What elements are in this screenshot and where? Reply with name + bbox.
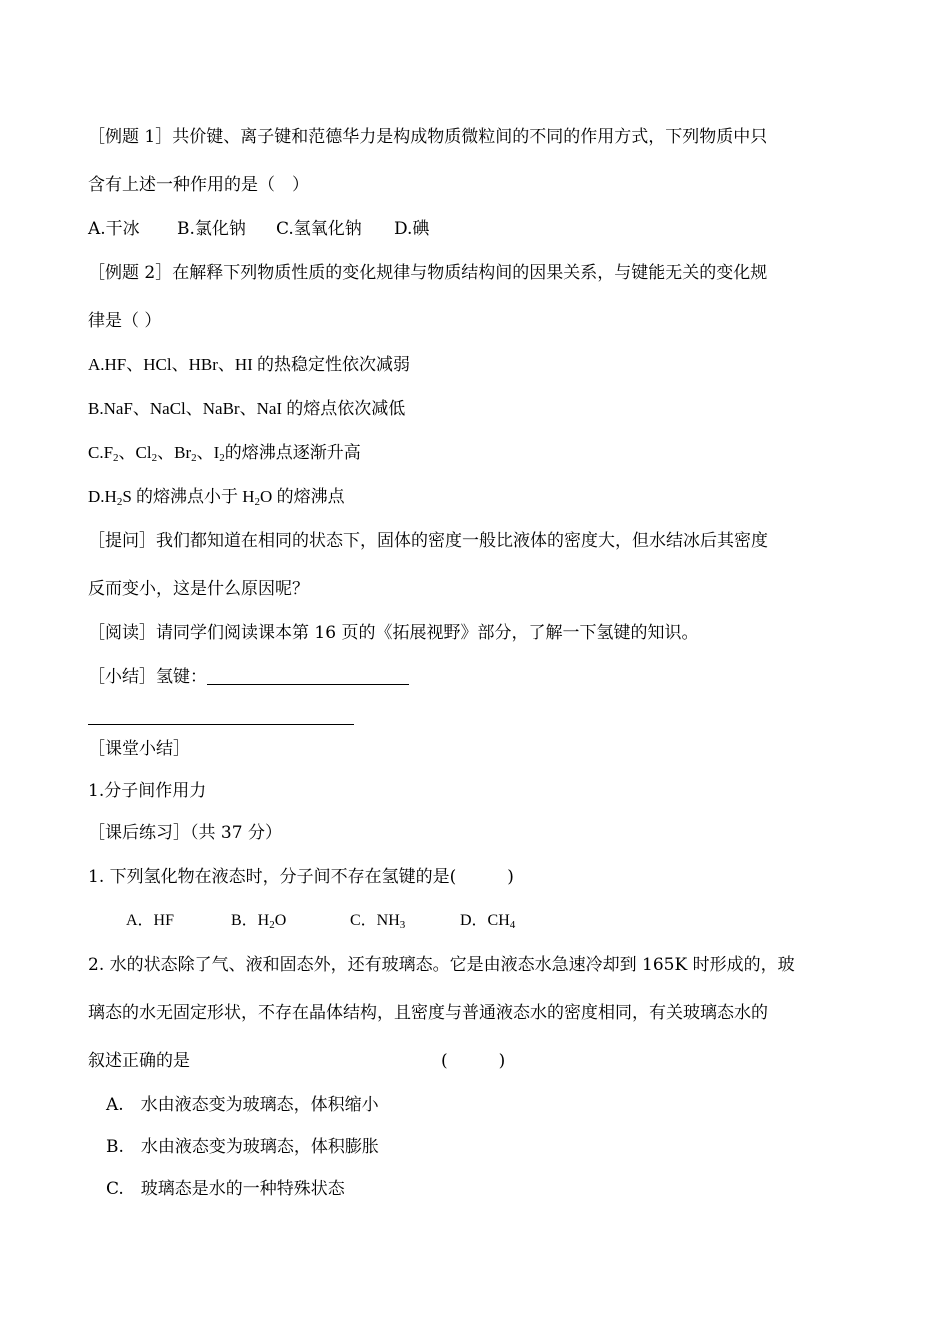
q2-option-c: C. 玻璃态是水的一种特殊状态 [106, 1179, 345, 1199]
q1-option-c: C．$NH_3$ [350, 912, 406, 931]
answer-blank [207, 668, 409, 685]
q2-answer-paren: ( ) [441, 1051, 506, 1071]
example2-option-b: B.NaF、NaCl、NaBr、NaI 的熔点依次减低 [88, 399, 406, 418]
example2-option-c: $C.F_2$、$Cl_2$、$Br_2$、$I_2$的熔沸点逐渐升高 [88, 443, 361, 464]
question-line1: ［提问］我们都知道在相同的状态下，固体的密度一般比液体的密度大，但水结冰后其密度 [88, 531, 768, 551]
answer-blank-continuation [88, 724, 354, 725]
exercise-heading: ［课后练习］（共 37 分） [88, 823, 282, 843]
q2-stem-end: 叙述正确的是 [88, 1051, 190, 1071]
class-summary-heading: ［课堂小结］ [88, 739, 190, 759]
option-a: A.干冰 [88, 219, 140, 239]
q2-line3 [88, 1050, 870, 1072]
option-c: C.氢氧化钠 [276, 219, 362, 239]
summary-label: ［小结］氢键： [88, 667, 207, 687]
example1-line2: 含有上述一种作用的是（ ） [88, 175, 309, 195]
example1-line1: ［例题 1］共价键、离子键和范德华力是构成物质微粒间的不同的作用方式，下列物质中只 [88, 127, 768, 147]
q1-stem: 1. 下列氢化物在液态时，分子间不存在氢键的是( ) [88, 867, 514, 887]
option-d: D.碘 [394, 219, 430, 239]
summary-line [88, 666, 870, 688]
reading-line: ［阅读］请同学们阅读课本第 16 页的《拓展视野》部分，了解一下氢键的知识。 [88, 623, 699, 643]
example2-line2: 律是（ ） [88, 311, 162, 331]
example2-option-a: A.HF、HCl、HBr、HI 的热稳定性依次减弱 [88, 355, 411, 374]
q2-option-b: B. 水由液态变为玻璃态，体积膨胀 [106, 1137, 379, 1157]
option-b: B.氯化钠 [177, 219, 246, 239]
q1-option-b: B．$H_2O$ [231, 912, 287, 931]
example2-line1: ［例题 2］在解释下列物质性质的变化规律与物质结构间的因果关系，与键能无关的变化规 [88, 263, 768, 283]
q2-line1: 2. 水的状态除了气、液和固态外，还有玻璃态。它是由液态水急速冷却到 165K 时形成的，玻 [88, 955, 795, 975]
q2-option-a: A. 水由液态变为玻璃态，体积缩小 [106, 1095, 379, 1115]
q1-option-d: D．$CH_4$ [460, 912, 516, 931]
question-line2: 反而变小，这是什么原因呢？ [88, 579, 309, 599]
example2-option-d: $D.H_2S$ 的熔沸点小于 $H_2O$ 的熔沸点 [88, 487, 345, 508]
q2-line2: 璃态的水无固定形状，不存在晶体结构，且密度与普通液态水的密度相同，有关玻璃态水的 [88, 1003, 768, 1023]
q1-option-a: A．HF [126, 912, 175, 929]
summary-item-1: 1.分子间作用力 [88, 781, 207, 801]
